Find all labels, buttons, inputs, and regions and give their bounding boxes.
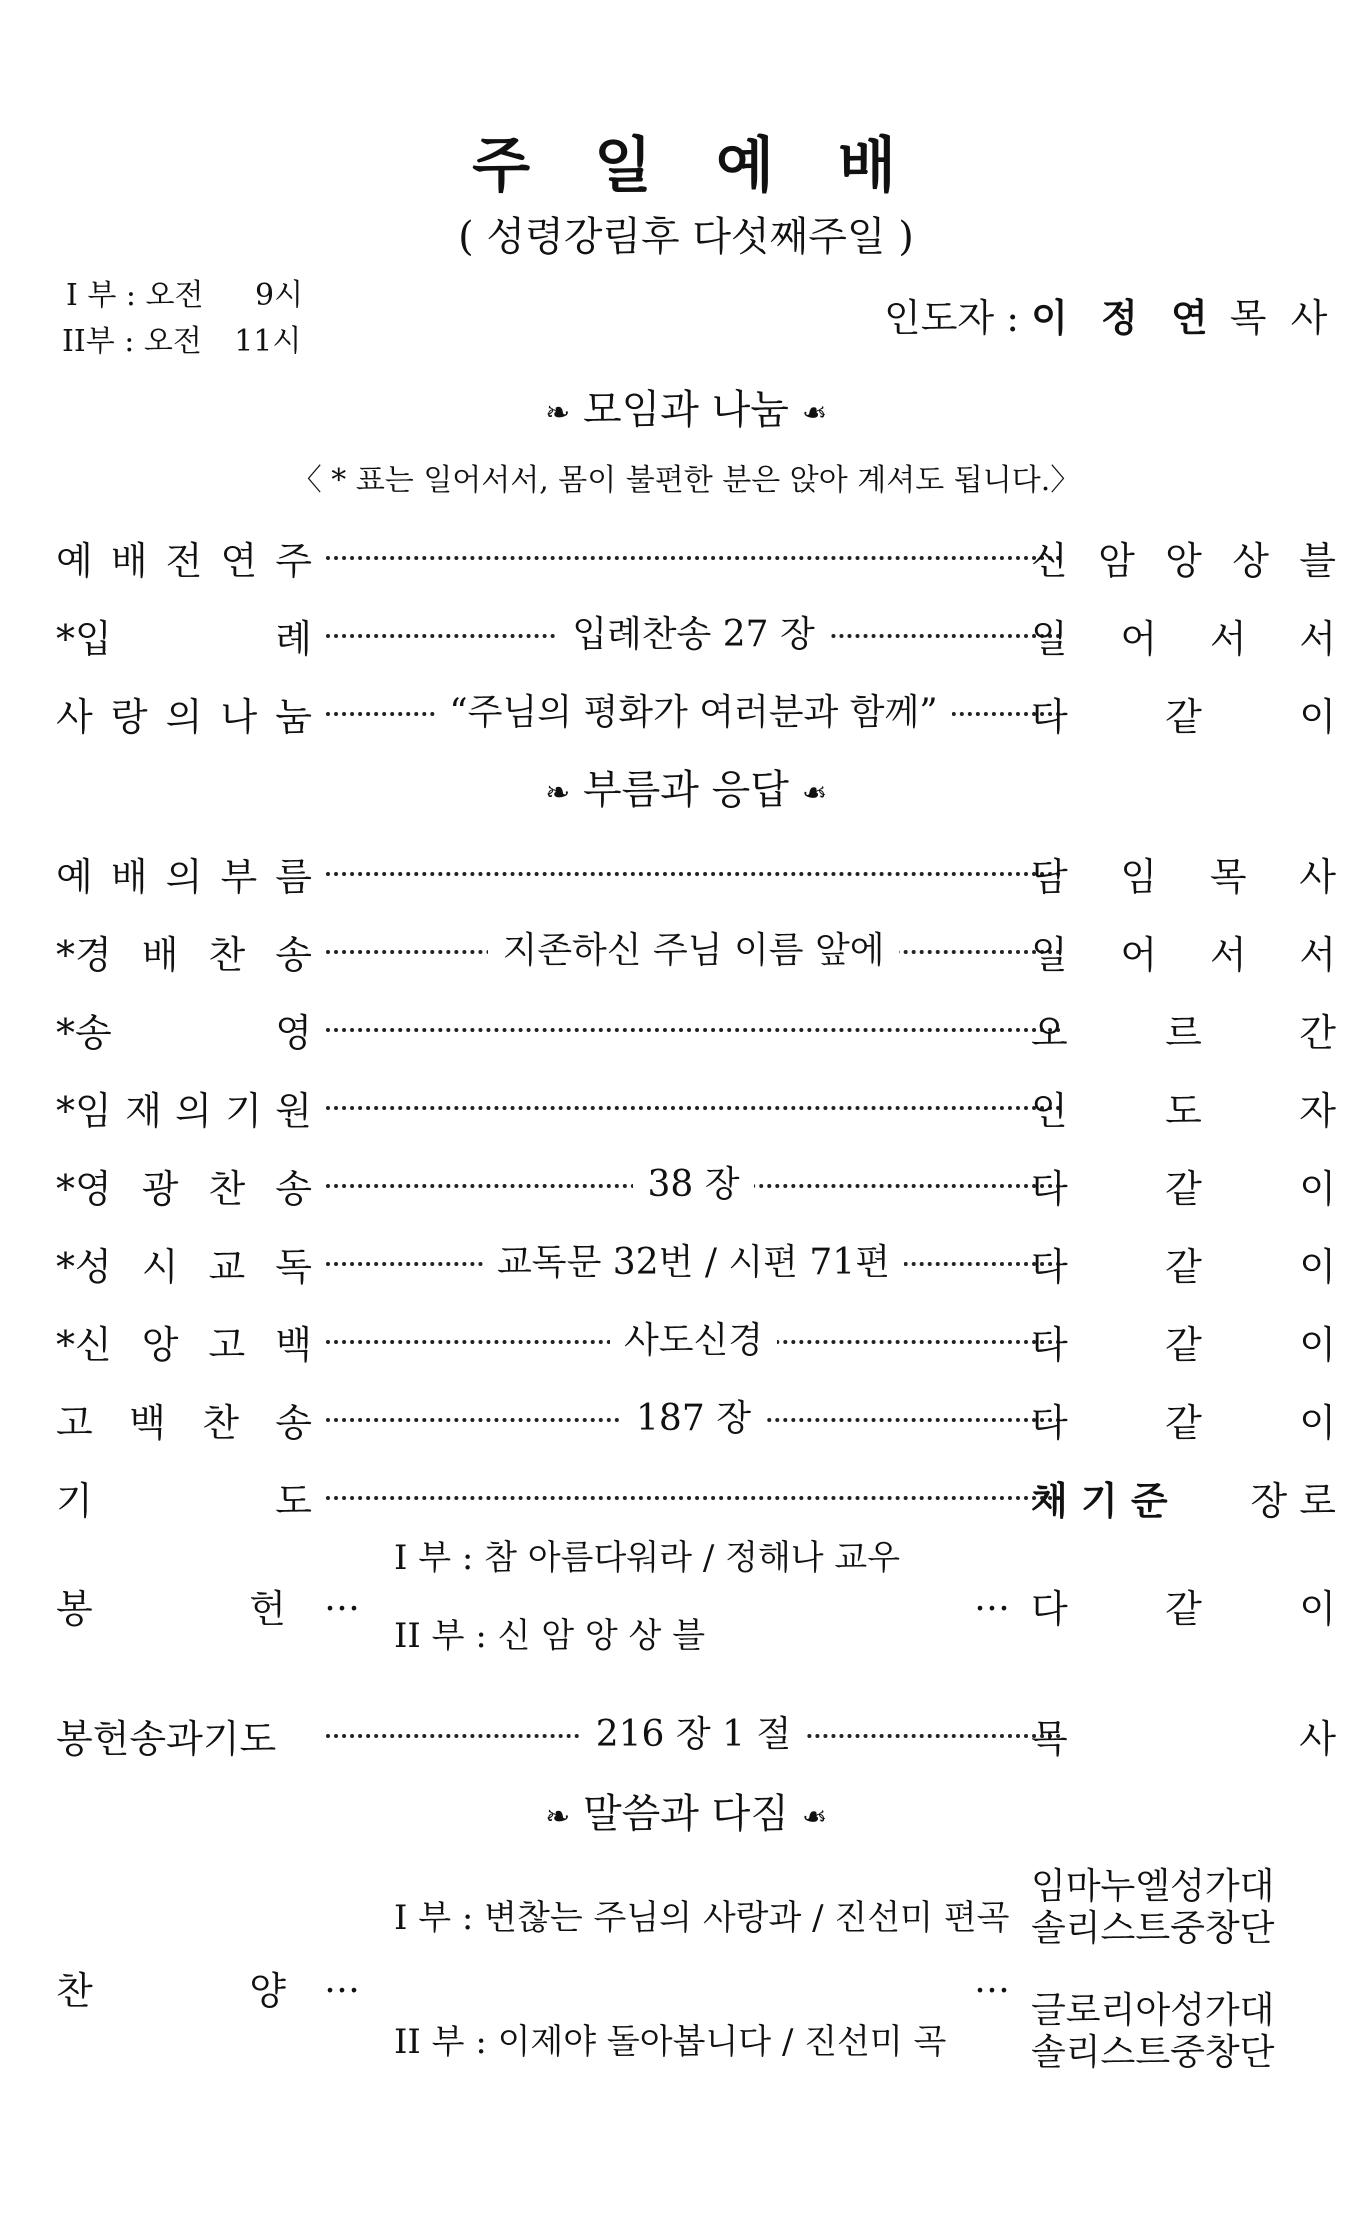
label-char: 원 (275, 1089, 312, 1133)
label-char: 고 (208, 1323, 246, 1367)
choir-line: 글로리아성가대 (1031, 1990, 1275, 2031)
label-char: 예 (56, 855, 93, 899)
label-char: 백 (275, 1323, 312, 1367)
label-char: *성 (56, 1245, 112, 1289)
leader-dots (326, 1496, 1061, 1500)
performer-char: 사 (1299, 855, 1336, 899)
leader-name: 이 정 연 (1031, 296, 1218, 340)
program-detail (326, 606, 1061, 657)
order-performer (1031, 686, 1336, 741)
order-row (56, 1384, 1336, 1445)
order-performer (1031, 924, 1336, 979)
title-char: 배 (837, 131, 900, 201)
order-label (56, 1578, 286, 1633)
performer-char: 인 (1031, 1089, 1068, 1133)
order-row (56, 1538, 1336, 1660)
label-char: 교 (208, 1245, 246, 1289)
label-char: 나 (220, 695, 258, 739)
performer-char: 일 (1031, 617, 1068, 661)
label-char: 백 (129, 1401, 166, 1445)
performer-char: 어 (1120, 933, 1158, 977)
leader-dots (326, 1106, 1061, 1110)
program-detail: I 부 : 변찮는 주님의 사랑과 / 진선미 편곡 (394, 1898, 1010, 1938)
order-label (56, 686, 312, 741)
performer-char: 같 (1165, 1245, 1202, 1289)
label-char: 송 (275, 933, 312, 977)
title-char: 일 (594, 131, 656, 201)
schedule-part-2 (62, 316, 301, 360)
program-detail: I 부 : 참 아름다워라 / 정해나 교우 (394, 1538, 901, 1578)
order-performer (1031, 1080, 1336, 1135)
performer-title: 장 로 (1250, 1479, 1336, 1523)
performer-char: 일 (1031, 933, 1068, 977)
order-row (56, 1306, 1336, 1367)
leader-dots (326, 1028, 1061, 1032)
leader-title: 목 사 (1229, 296, 1334, 340)
standing-note: 〈 * 표는 일어서서, 몸이 불편한 분은 앉아 계셔도 됩니다.〉 (291, 463, 1081, 498)
schedule-time: 11시 (234, 324, 302, 359)
label-char: 송 (275, 1401, 312, 1445)
program-detail (326, 684, 1061, 735)
ellipsis: … (324, 1578, 360, 1619)
order-label (56, 1158, 312, 1213)
performer-char: 서 (1209, 617, 1247, 661)
label-char: 앙 (141, 1323, 179, 1367)
performer-char: 서 (1299, 933, 1336, 977)
section-title: 부름과 응답 (583, 767, 789, 813)
leader (884, 287, 1333, 342)
leader-dots (326, 556, 1061, 560)
ornament-right-icon: ❧ (801, 775, 827, 811)
order-performer (1031, 1708, 1336, 1763)
label-char: 고 (56, 1401, 93, 1445)
label-char: 봉헌송과기도 (56, 1717, 277, 1761)
performer-char: 어 (1120, 617, 1158, 661)
schedule-part-label: II부 : 오전 (62, 324, 202, 359)
choir-name (1031, 1866, 1274, 1950)
label-char: 기 (225, 1089, 262, 1133)
ellipsis: … (974, 1960, 1010, 2001)
ornament-right-icon: ❧ (801, 1799, 827, 1835)
order-row (56, 994, 1336, 1055)
order-label (56, 1002, 312, 1057)
label-char: 연 (220, 539, 258, 583)
page-title (0, 118, 1372, 204)
program-detail (326, 1390, 1061, 1441)
performer-char: 다 (1031, 1245, 1068, 1289)
schedule-part-label: I 부 : 오전 (66, 278, 204, 313)
performer-char: 같 (1165, 1587, 1202, 1631)
program-detail (326, 1156, 1061, 1207)
program-detail (326, 1234, 1061, 1285)
performer-char: 같 (1165, 1401, 1202, 1445)
label-char: 배 (141, 933, 179, 977)
performer-char: 르 (1165, 1011, 1202, 1055)
subtitle: ( 성령강림후 다섯째주일 ) (458, 214, 914, 260)
performer-char: 자 (1299, 1089, 1336, 1133)
order-performer (1031, 1158, 1336, 1213)
label-char: 찬 (56, 1969, 93, 2013)
leader-dots (326, 872, 1061, 876)
label-char: *입 (56, 617, 112, 661)
performer-char: 신 (1031, 539, 1068, 583)
ornament-left-icon: ❧ (545, 395, 571, 431)
performer-char: 다 (1031, 695, 1068, 739)
program-detail: II 부 : 이제야 돌아봅니다 / 진선미 곡 (394, 2022, 947, 2062)
order-performer (1031, 1392, 1336, 1447)
order-row (56, 1072, 1336, 1133)
label-char: 봉 (56, 1587, 93, 1631)
performer-char: 블 (1299, 539, 1336, 583)
label-char: 예 (56, 539, 93, 583)
schedule-time: 9시 (254, 278, 304, 313)
order-performer (1031, 530, 1336, 585)
order-label (56, 530, 312, 585)
performer-char: 목 (1031, 1717, 1068, 1761)
program-detail-text: 사도신경 (610, 1320, 777, 1361)
label-char: 찬 (202, 1401, 239, 1445)
performer-char: 오 (1031, 1011, 1068, 1055)
program-detail-text: 입례찬송 27 장 (558, 614, 829, 655)
title-char: 예 (716, 131, 778, 201)
order-label (56, 1470, 312, 1525)
performer-char: 앙 (1165, 539, 1202, 583)
performer-char: 이 (1299, 1167, 1336, 1211)
order-row (56, 916, 1336, 977)
order-performer (1031, 846, 1336, 901)
ornament-left-icon: ❧ (545, 1799, 571, 1835)
label-char: *경 (56, 933, 112, 977)
choir-name (1031, 1990, 1274, 2074)
order-label (56, 1708, 312, 1763)
label-char: 례 (275, 617, 312, 661)
label-char: 배 (110, 539, 148, 583)
label-char: 광 (141, 1167, 179, 1211)
performer-char: 이 (1299, 1323, 1336, 1367)
program-detail (326, 1312, 1061, 1363)
performer-char: 암 (1098, 539, 1135, 583)
order-performer (1031, 1578, 1336, 1633)
label-char: *임 (56, 1089, 112, 1133)
order-label (56, 1236, 312, 1291)
label-char: 눔 (275, 695, 312, 739)
label-char: 랑 (110, 695, 148, 739)
ellipsis: … (974, 1578, 1010, 1619)
order-performer (1031, 1236, 1336, 1291)
performer-char: 같 (1165, 695, 1202, 739)
performer-char: 목 (1209, 855, 1247, 899)
order-row (56, 678, 1336, 739)
title-char: 주 (472, 131, 535, 201)
label-char: 주 (275, 539, 312, 583)
label-char: *송 (56, 1011, 112, 1055)
label-char: 의 (175, 1089, 212, 1133)
order-row (56, 1150, 1336, 1211)
order-label (56, 608, 312, 663)
order-row (56, 1700, 1336, 1761)
performer-char: 담 (1031, 855, 1068, 899)
program-detail-text: 187 장 (622, 1398, 765, 1439)
order-label (56, 924, 312, 979)
label-char: 의 (165, 855, 203, 899)
label-char: 영 (275, 1011, 312, 1055)
order-label (56, 1392, 312, 1447)
performer-char: 이 (1299, 695, 1336, 739)
label-char: 전 (165, 539, 203, 583)
order-performer (1031, 1314, 1336, 1369)
program-detail-text: 38 장 (633, 1164, 753, 1205)
performer-char: 다 (1031, 1587, 1068, 1631)
performer-char: 같 (1165, 1167, 1202, 1211)
performer-char: 임 (1120, 855, 1158, 899)
label-char: 찬 (208, 1167, 246, 1211)
program-detail-text: 216 장 1 절 (582, 1714, 806, 1755)
order-row (56, 1462, 1336, 1523)
ornament-left-icon: ❧ (545, 775, 571, 811)
label-char: 사 (56, 695, 93, 739)
performer-name: 채 기 준 (1031, 1479, 1168, 1523)
order-label (56, 846, 312, 901)
ellipsis: … (324, 1960, 360, 2001)
choir-line: 솔리스트중창단 (1031, 1908, 1275, 1949)
performer-char: 서 (1299, 617, 1336, 661)
label-char: 헌 (249, 1587, 286, 1631)
section-header-calling (0, 758, 1372, 815)
label-char: 시 (141, 1245, 179, 1289)
performer-char: 다 (1031, 1401, 1068, 1445)
label-char: 찬 (208, 933, 246, 977)
performer-char: 상 (1232, 539, 1269, 583)
order-performer (1031, 608, 1336, 663)
order-label (56, 1080, 312, 1135)
performer-char: 다 (1031, 1323, 1068, 1367)
label-char: 재 (125, 1089, 162, 1133)
order-row (56, 1866, 1286, 2080)
program-detail-text: 지존하신 주님 이름 앞에 (488, 930, 898, 971)
performer-char: 같 (1165, 1323, 1202, 1367)
label-char: *신 (56, 1323, 112, 1367)
section-title: 말씀과 다짐 (583, 1791, 789, 1837)
performer-char: 간 (1299, 1011, 1336, 1055)
performer-char: 사 (1299, 1717, 1336, 1761)
performer-char: 이 (1299, 1245, 1336, 1289)
order-row (56, 1228, 1336, 1289)
label-char: *영 (56, 1167, 112, 1211)
order-row (56, 522, 1336, 583)
section-header-gathering (0, 378, 1372, 435)
performer-char: 다 (1031, 1167, 1068, 1211)
label-char: 도 (275, 1479, 312, 1523)
label-char: 기 (56, 1479, 93, 1523)
performer-char: 이 (1299, 1587, 1336, 1631)
performer-char: 서 (1209, 933, 1247, 977)
order-performer (1031, 1470, 1336, 1525)
order-label (56, 1960, 286, 2015)
label-char: 름 (275, 855, 312, 899)
performer-char: 도 (1165, 1089, 1202, 1133)
section-title: 모임과 나눔 (583, 387, 789, 433)
label-char: 독 (275, 1245, 312, 1289)
label-char: 송 (275, 1167, 312, 1211)
program-detail-text: 교독문 32번 / 시편 71편 (483, 1242, 904, 1283)
order-row (56, 600, 1336, 661)
order-row (56, 838, 1336, 899)
ornament-right-icon: ❧ (801, 395, 827, 431)
label-char: 양 (249, 1969, 286, 2013)
choir-line: 임마누엘성가대 (1031, 1866, 1275, 1907)
program-detail (326, 922, 1061, 973)
program-detail-text: “주님의 평화가 여러분과 함께” (435, 692, 951, 733)
performer-char: 이 (1299, 1401, 1336, 1445)
section-header-word (0, 1782, 1372, 1839)
label-char: 배 (110, 855, 148, 899)
program-detail (326, 1706, 1061, 1757)
choir-line: 솔리스트중창단 (1031, 2032, 1275, 2073)
schedule-part-1 (66, 270, 303, 314)
leader-label: 인도자 : (884, 296, 1020, 340)
label-char: 부 (220, 855, 258, 899)
label-char: 의 (165, 695, 203, 739)
program-detail: II 부 : 신 암 앙 상 블 (394, 1616, 706, 1656)
order-label (56, 1314, 312, 1369)
order-performer (1031, 1002, 1336, 1057)
